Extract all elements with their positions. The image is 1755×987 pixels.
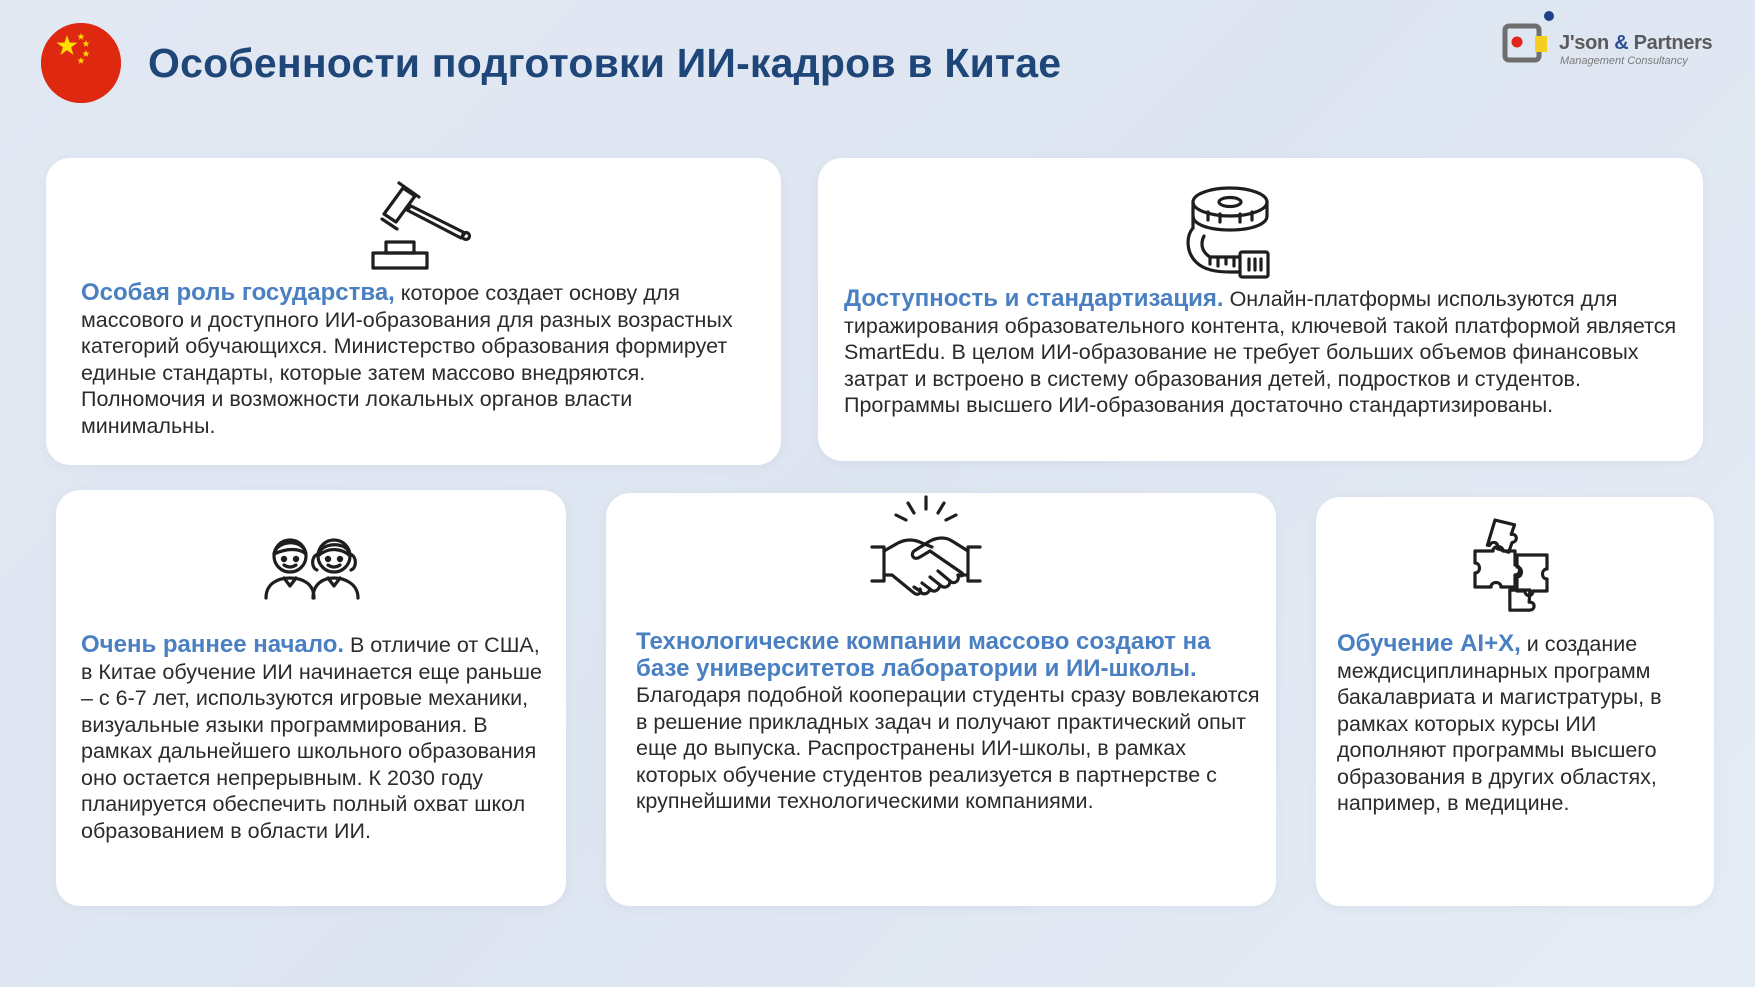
card-body: В отличие от США, в Китае обучение ИИ начинается еще раньше – с 6-7 лет, используются игровые механики, визуальные языки программирования. В рамках дальнейшего школьного образования оно остается непрерывным. К 2030 году планируется обеспечить полный охват школ образованием в области ИИ. <box>81 633 542 843</box>
card-ai-x <box>1316 497 1714 906</box>
card-text <box>844 286 1689 419</box>
handshake-icon <box>866 495 986 600</box>
card-heading: Особая роль государства, <box>81 279 395 306</box>
puzzle-icon <box>1471 517 1551 615</box>
china-flag-icon <box>41 23 121 103</box>
page-title: Особенности подготовки ИИ-кадров в Китае <box>148 40 1062 86</box>
measuring-tape-icon <box>1182 186 1278 281</box>
card-heading: Доступность и стандартизация. <box>844 285 1224 312</box>
logo-name: J'son & Partners <box>1559 32 1713 54</box>
card-early-start <box>56 490 566 906</box>
card-state-role <box>46 158 781 465</box>
company-logo <box>1500 10 1730 72</box>
card-accessibility <box>818 158 1703 461</box>
card-heading: Очень раннее начало. <box>81 631 345 658</box>
card-heading: Обучение AI+X, <box>1337 630 1521 657</box>
card-text <box>1337 631 1702 817</box>
card-text <box>81 280 751 439</box>
card-tech-companies <box>606 493 1276 906</box>
card-body: Онлайн-платформы используются для тиражирования образовательного контента, ключевой такой платформой является SmartEdu. В целом ИИ-образование не требует больших объемов финансовых затрат и встроено в систему образования детей, подростков и студентов. Программы высшего ИИ-образования достаточно стандартизированы. <box>844 287 1677 417</box>
gavel-icon <box>366 180 476 275</box>
card-body: которое создает основу для массового и доступного ИИ-образования для разных возрастных категорий обучающихся. Министерство образования формирует единые стандарты, которые затем массово внедряются. Полномочия и возможности локальных органов власти минимальны. <box>81 281 733 438</box>
card-heading: Технологические компании массово создают на базе университетов лаборатории и ИИ-школы. <box>636 628 1211 682</box>
card-body: Благодаря подобной кооперации студенты сразу вовлекаются в решение прикладных задач и получают практический опыт еще до выпуска. Распространены ИИ-школы, в рамках которых обучение студентов реализуется в партнерстве с крупнейшими технологическими компаниями. <box>636 683 1260 813</box>
card-text <box>636 629 1261 815</box>
card-body: и создание междисциплинарных программ бакалавриата и магистратуры, в рамках которых курсы ИИ дополняют программы высшего образования в других областях, например, в медицине. <box>1337 632 1662 815</box>
card-text <box>81 632 551 844</box>
children-icon <box>263 532 363 602</box>
logo-subtitle: Management Consultancy <box>1560 55 1688 67</box>
logo-mark-icon <box>1500 10 1562 66</box>
